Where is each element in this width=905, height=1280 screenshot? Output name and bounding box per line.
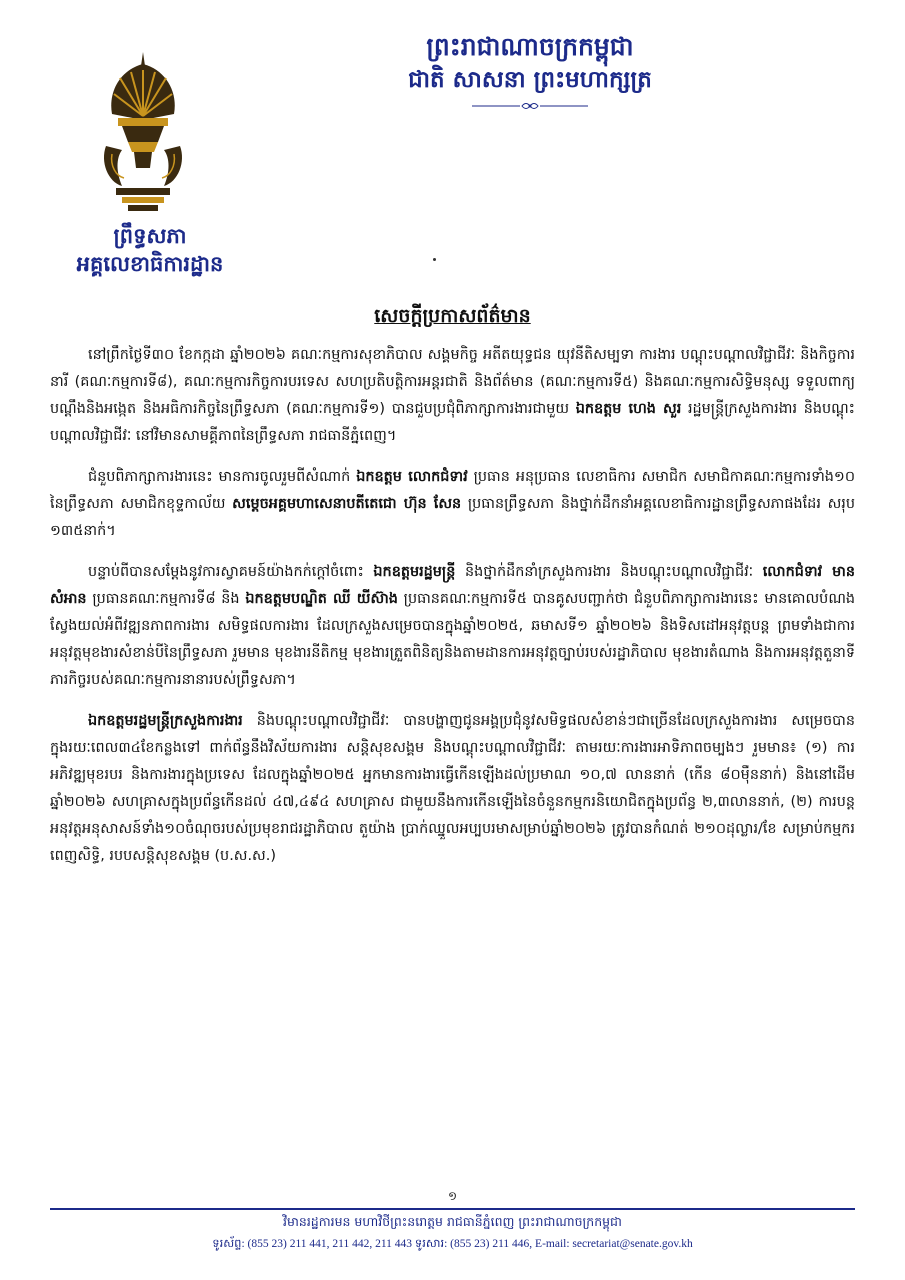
- document-title-wrap: [0, 304, 905, 332]
- national-motto: ជាតិ សាសនា ព្រះមហាក្សត្រ: [408, 67, 652, 93]
- paragraph-text: ប្រធាន អនុប្រធាន លេខាធិការ សមាជិក សមាជិកាគណៈកម្មការទាំង១០ នៃព្រឹទ្ធសភា សមាជិកខុទ្ទកាល័យ: [50, 469, 856, 512]
- senate-emblem-icon: [98, 50, 188, 215]
- org-name: ព្រឹទ្ធសភា: [113, 224, 187, 248]
- minister-title: ឯកឧត្តមរដ្ឋមន្ត្រីក្រសួងការងារ: [88, 713, 243, 729]
- footer-divider: [50, 1208, 855, 1210]
- page-number: ១: [447, 1189, 458, 1203]
- commission-8-chair: លោកជំទាវ មាន សំអាន: [50, 564, 856, 607]
- paragraph-text: ប្រធានគណៈកម្មការទី៥ បានគូសបញ្ជាក់ថា ជំនួបពិភាក្សាការងារនេះ មានគោលបំណងស្វែងយល់អំពីវឌ្ឍនភាពការងារ សមិទ្ធផលការងារ ដែលក្រសួងសម្រេចបានក្នុងឆ្នាំ២០២៥, ឆមាសទី១ ឆ្នាំ២០២៦ និងទិសដៅអនុវត្តបន្ត ព្រមទាំងជាការអនុវត្តមុខងារសំខាន់បីនៃព្រឹទ្ធសភា រួមមាន មុខងារនីតិកម្ម មុខងារត្រួតពិនិត្យនិងតាមដានការអនុវត្តច្បាប់របស់រដ្ឋាភិបាល មុខងារតំណាង និងការអនុវត្តតួនាទីភារកិច្ចរបស់គណៈកម្មការនានារបស់ព្រឹទ្ធសភា។: [50, 591, 856, 688]
- honorific: ឯកឧត្តមរដ្ឋមន្ត្រី: [373, 564, 456, 580]
- commission-5-chair: ឯកឧត្តមបណ្ឌិត ឈី យីស៊ាង: [245, 591, 398, 607]
- paragraph-text: ជំនួបពិភាក្សាការងារនេះ មានការចូលរួមពីសំណាក់: [88, 469, 351, 485]
- paragraph-text: ប្រធានព្រឹទ្ធសភា និងថ្នាក់ដឹកនាំអគ្គលេខាធិការដ្ឋានព្រឹទ្ធសភាផងដែរ សរុប ១៣៥នាក់។: [50, 496, 856, 539]
- paragraph-text: និងថ្នាក់ដឹកនាំក្រសួងការងារ និងបណ្តុះបណ្តាលវិជ្ជាជីវៈ: [464, 564, 754, 580]
- honorific: ឯកឧត្តម លោកជំទាវ: [356, 469, 468, 485]
- paragraph-text: រដ្ឋមន្ត្រីក្រសួងការងារ និងបណ្តុះបណ្តាលវិជ្ជាជីវៈ នៅវិមានសាមគ្គីភាពនៃព្រឹទ្ធសភា រាជធានីភ្នំពេញ។: [50, 401, 855, 444]
- paragraph-text: ប្រធានគណៈកម្មការទី៨ និង: [92, 591, 240, 607]
- press-release-body: [50, 342, 855, 884]
- paragraph-1: [50, 342, 855, 450]
- org-department: អគ្គលេខាធិការដ្ឋាន: [76, 252, 224, 276]
- page-footer: [0, 1188, 905, 1253]
- stray-dot: [433, 258, 436, 261]
- paragraph-text: និងបណ្តុះបណ្តាលវិជ្ជាជីវៈ បានបង្ហាញជូនអង្គប្រជុំនូវសមិទ្ធផលសំខាន់ៗជាច្រើនដែលក្រសួងការងារ សម្រេចបានក្នុងរយៈពេល៣៤ខែកន្លងទៅ ពាក់ព័ន្ធនឹងវិស័យការងារ សន្តិសុខសង្គម និងបណ្តុះបណ្តាលវិជ្ជាជីវៈ តាមរយៈការងារអាទិភាពចម្បងៗ រួមមាន៖ (១) ការអភិវឌ្ឍមុខរបរ និងការងារក្នុងប្រទេស ដែលក្នុងឆ្នាំ២០២៥ អ្នកមានការងារធ្វើកើនឡើងដល់ប្រមាណ ១០,៧ លាននាក់ (កើន ៨០ម៉ឺននាក់) និងនៅដើមឆ្នាំ២០២៦ សហគ្រាសក្នុងប្រព័ន្ធកើនដល់ ៤៧,៤៩៤ សហគ្រាស ជាមួយនឹងការកើនឡើងនៃចំនួនកម្មករនិយោជិតក្នុងប្រព័ន្ធ ២,៣លាននាក់, (២) ការបន្តអនុវត្តអនុសាសន៍ទាំង១០ចំណុចរបស់ប្រមុខរាជរដ្ឋាភិបាល តួយ៉ាង ប្រាក់ឈ្នួលអប្បបរមាសម្រាប់ឆ្នាំ២០២៦ ត្រូវបានកំណត់ ២១០ដុល្លារ/ខែ សម្រាប់កម្មករពេញសិទ្ធិ, របបសន្តិសុខសង្គម (ប.ស.ស.): [50, 713, 855, 864]
- paragraph-text: បន្ទាប់ពីបានសម្តែងនូវការស្វាគមន៍យ៉ាងកក់ក្តៅចំពោះ: [88, 564, 364, 580]
- document-title: សេចក្តីប្រកាសព័ត៌មាន: [374, 305, 531, 327]
- ornament-divider-icon: [470, 100, 590, 112]
- issuing-organization: [40, 222, 260, 278]
- minister-name: ឯកឧត្តម ហេង សួរ: [575, 401, 682, 417]
- kingdom-title: ព្រះរាជាណាចក្រកម្ពុជា: [426, 32, 634, 61]
- paragraph-3: [50, 559, 855, 694]
- kingdom-header: [300, 30, 760, 112]
- senate-president-name: សម្តេចអគ្គមហាសេនាបតីតេជោ ហ៊ុន សែន: [232, 496, 462, 512]
- footer-address: វិមានរដ្ឋការមន មហាវិថីព្រះនរោត្តម រាជធានីភ្នំពេញ ព្រះរាជាណាចក្រកម្ពុជា: [283, 1214, 622, 1229]
- paragraph-text: នៅព្រឹកថ្ងៃទី៣០ ខែកក្កដា ឆ្នាំ២០២៦ គណៈកម្មការសុខាភិបាល សង្គមកិច្ច អតីតយុទ្ធជន យុវនីតិសម្បទា ការងារ បណ្តុះបណ្តាលវិជ្ជាជីវៈ និងកិច្ចការនារី (គណៈកម្មការទី៨), គណៈកម្មការកិច្ចការបរទេស សហប្រតិបត្តិការអន្តរជាតិ និងព័ត៌មាន (គណៈកម្មការទី៥) និងគណៈកម្មការសិទ្ធិមនុស្ស ទទួលពាក្យបណ្តឹងនិងអង្កេត និងអធិការកិច្ចនៃព្រឹទ្ធសភា (គណៈកម្មការទី១) បានជួបប្រជុំពិភាក្សាការងារជាមួយ: [50, 347, 855, 417]
- paragraph-4: [50, 708, 855, 870]
- footer-contact: ទូរស័ព្ទ: (855 23) 211 441, 211 442, 211 443 ទូរសារ: (855 23) 211 446, E-mail: secretariat@senate.gov.kh: [212, 1238, 693, 1250]
- paragraph-2: [50, 464, 855, 545]
